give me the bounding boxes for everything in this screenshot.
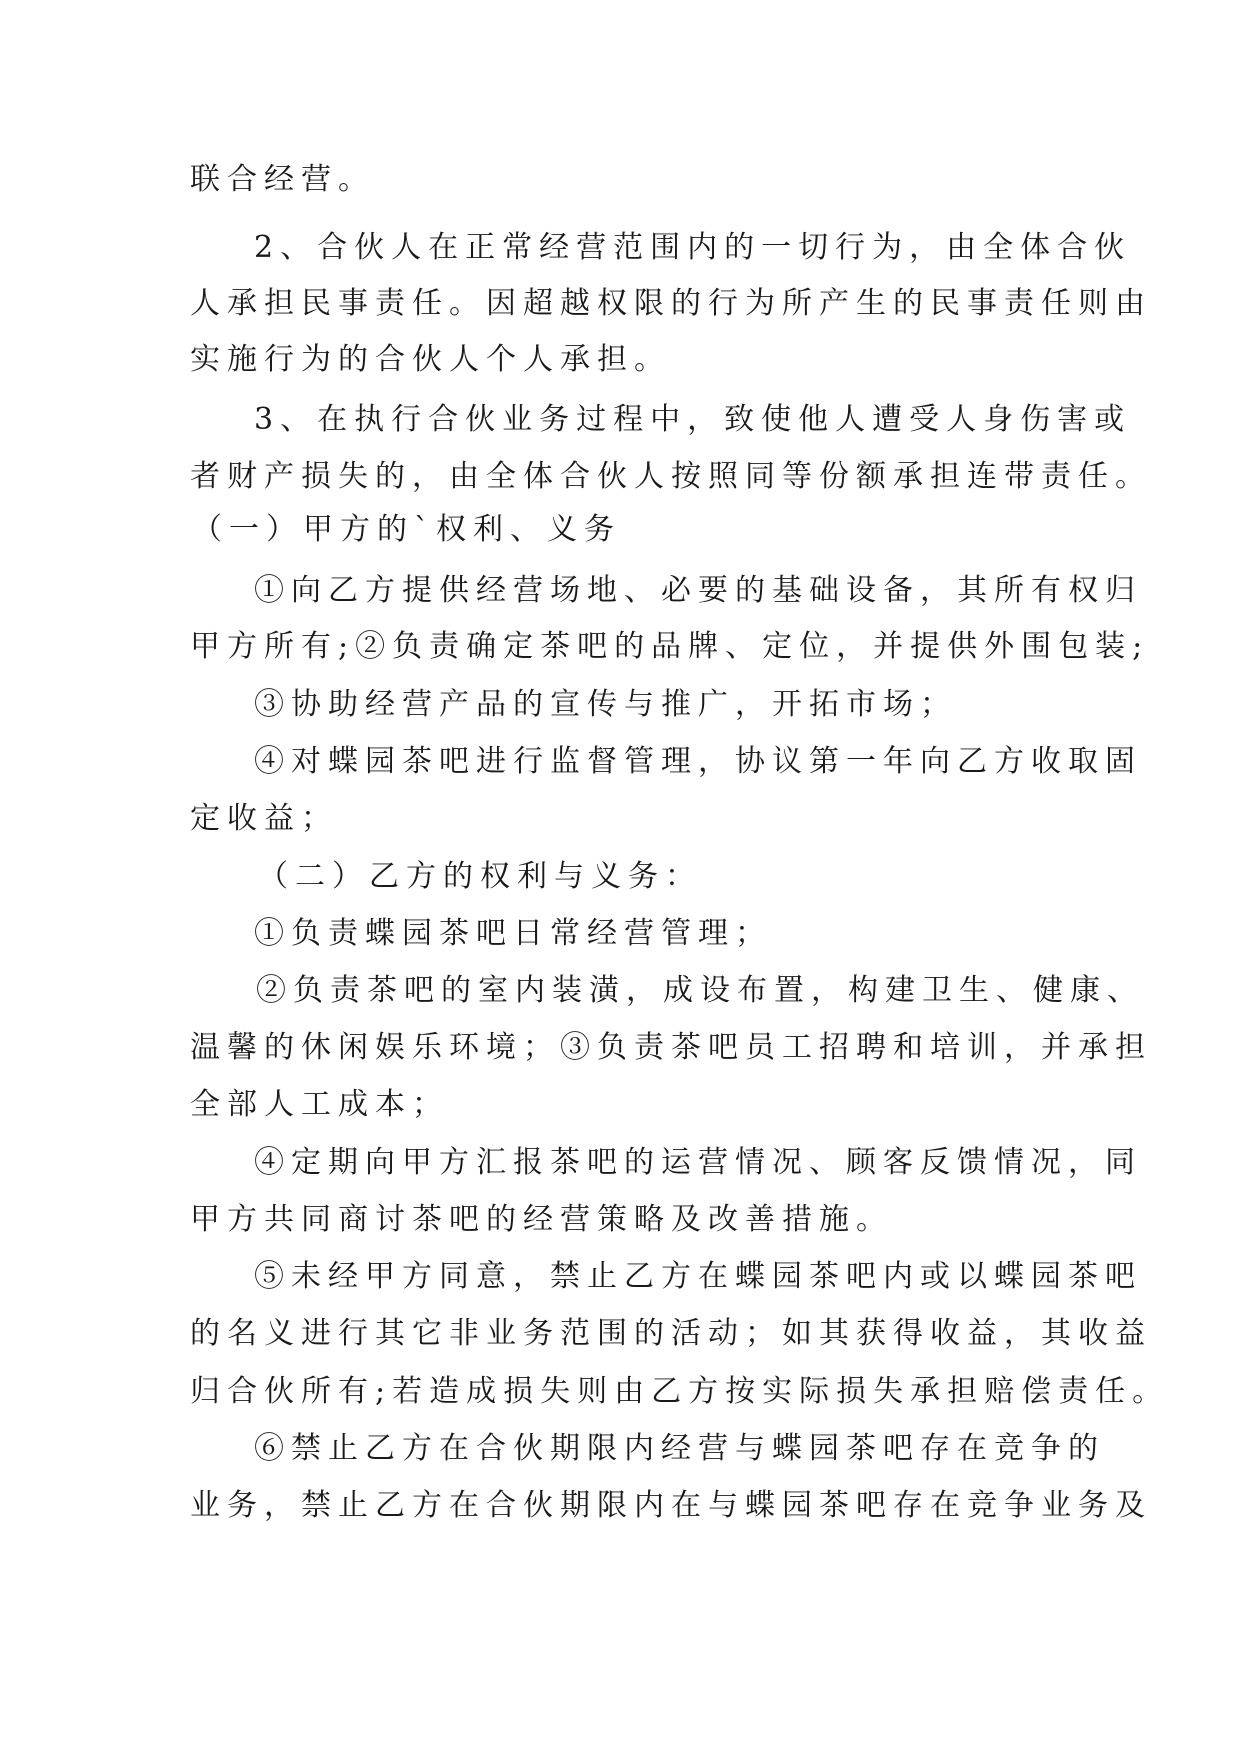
- text-line: 联合经营。: [190, 162, 375, 197]
- text-line: ①向乙方提供经营场地、必要的基础设备，其所有权归: [254, 573, 1142, 608]
- text-line: ④定期向甲方汇报茶吧的运营情况、顾客反馈情况，同: [254, 1145, 1142, 1180]
- text-line: ③协助经营产品的宣传与推广，开拓市场；: [254, 687, 957, 722]
- text-line: ⑥禁止乙方在合伙期限内经营与蝶园茶吧存在竞争的: [254, 1431, 1105, 1466]
- text-line: 温馨的休闲娱乐环境；③负责茶吧员工招聘和培训，并承担: [190, 1030, 1152, 1065]
- text-line: 者财产损失的，由全体合伙人按照同等份额承担连带责任。: [190, 459, 1152, 494]
- text-line: 全部人工成本；: [190, 1087, 449, 1122]
- text-line: 人承担民事责任。因超越权限的行为所产生的民事责任则由: [190, 286, 1152, 321]
- text-line: 定收益；: [190, 801, 338, 836]
- text-line: 3、在执行合伙业务过程中，致使他人遭受人身伤害或: [254, 402, 1132, 437]
- text-line: 甲方所有;②负责确定茶吧的品牌、定位，并提供外围包装;: [190, 629, 1150, 664]
- section-heading: （二）乙方的权利与义务：: [258, 859, 702, 894]
- text-line: 实施行为的合伙人个人承担。: [190, 342, 671, 377]
- text-line: ①负责蝶园茶吧日常经营管理；: [254, 916, 772, 951]
- text-line: 归合伙所有;若造成损失则由乙方按实际损失承担赔偿责任。: [190, 1374, 1170, 1409]
- text-line: 甲方共同商讨茶吧的经营策略及改善措施。: [190, 1202, 893, 1237]
- text-line: ④对蝶园茶吧进行监督管理，协议第一年向乙方收取固: [254, 744, 1142, 779]
- text-line: 的名义进行其它非业务范围的活动；如其获得收益，其收益: [190, 1316, 1152, 1351]
- text-line: ⑤未经甲方同意，禁止乙方在蝶园茶吧内或以蝶园茶吧: [254, 1259, 1142, 1294]
- text-line: 2、合伙人在正常经营范围内的一切行为，由全体合伙: [254, 230, 1132, 265]
- text-line: 业务，禁止乙方在合伙期限内在与蝶园茶吧存在竞争业务及: [190, 1488, 1152, 1523]
- section-heading: （一）甲方的`权利、义务: [192, 512, 621, 547]
- text-line: ②负责茶吧的室内装潢，成设布置，构建卫生、健康、: [256, 973, 1144, 1008]
